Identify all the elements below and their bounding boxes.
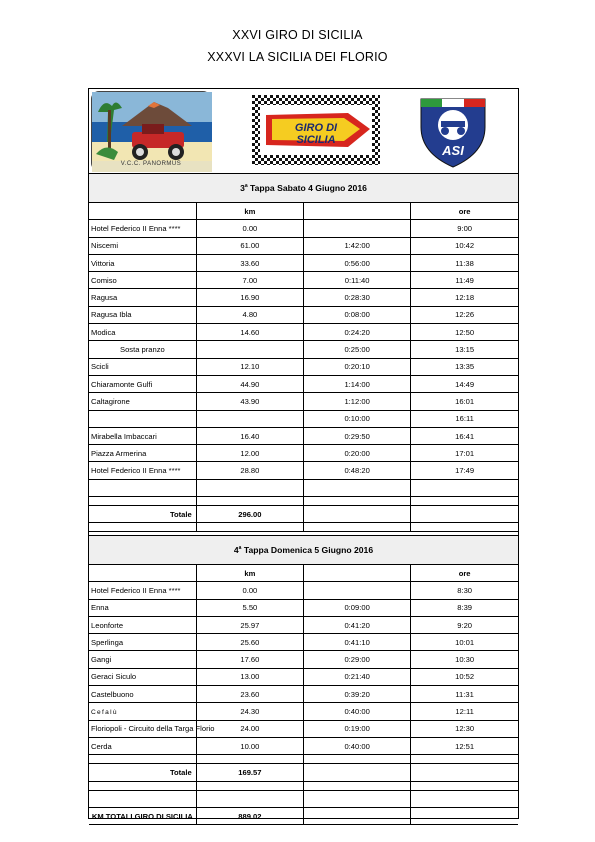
km-cell: 24.30 bbox=[196, 703, 303, 720]
time-cell: 0:09:00 bbox=[304, 599, 411, 616]
place-cell: Niscemi bbox=[89, 237, 196, 254]
table-row bbox=[89, 651, 518, 668]
table-row bbox=[89, 668, 518, 685]
stage-3-total-km: 296.00 bbox=[196, 506, 303, 523]
km-cell: 33.60 bbox=[196, 254, 303, 271]
km-cell: 44.90 bbox=[196, 375, 303, 392]
ore-cell: 17:01 bbox=[411, 445, 518, 462]
km-cell: 5.50 bbox=[196, 599, 303, 616]
km-cell: 24.00 bbox=[196, 720, 303, 737]
stage-3-column-headers bbox=[89, 203, 518, 220]
time-cell: 1:14:00 bbox=[304, 375, 411, 392]
time-cell: 0:08:00 bbox=[304, 306, 411, 323]
table-row bbox=[89, 393, 518, 410]
table-row bbox=[89, 445, 518, 462]
table-row bbox=[89, 306, 518, 323]
time-cell: 0:40:00 bbox=[304, 737, 411, 754]
km-cell: 10.00 bbox=[196, 737, 303, 754]
time-cell: 0:20:00 bbox=[304, 445, 411, 462]
ore-cell: 8:30 bbox=[411, 582, 518, 599]
place-text: Cefalù bbox=[91, 709, 118, 717]
table-row bbox=[89, 272, 518, 289]
stage-4-title: 4$^a$ Tappa Domenica 5 Giugno 2016 bbox=[89, 536, 518, 565]
ore-cell: 12:18 bbox=[411, 289, 518, 306]
place-cell: Enna bbox=[89, 599, 196, 616]
stage-4-rows bbox=[89, 582, 518, 755]
place-cell: Geraci Siculo bbox=[89, 668, 196, 685]
ore-cell: 12:26 bbox=[411, 306, 518, 323]
table-row bbox=[89, 410, 518, 427]
place-cell: Hotel Federico II Enna **** bbox=[89, 462, 196, 479]
ore-header: ore bbox=[411, 565, 518, 582]
asi-text: ASI bbox=[442, 143, 464, 158]
stage-3-table bbox=[89, 173, 518, 532]
ore-cell: 12:11 bbox=[411, 703, 518, 720]
table-row bbox=[89, 686, 518, 703]
table-row bbox=[89, 358, 518, 375]
km-cell: 23.60 bbox=[196, 686, 303, 703]
place-cell: Chiaramonte Gulfi bbox=[89, 375, 196, 392]
ore-cell: 11:38 bbox=[411, 254, 518, 271]
stage-3-empty-row bbox=[89, 497, 518, 506]
stage-3-header bbox=[89, 174, 518, 203]
stage-4-table bbox=[89, 535, 518, 825]
km-header: km bbox=[196, 565, 303, 582]
place-cell: Floriopoli - Circuito della Targa Florio bbox=[89, 720, 196, 737]
table-row bbox=[89, 220, 518, 237]
time-cell: 0:39:20 bbox=[304, 686, 411, 703]
km-cell: 43.90 bbox=[196, 393, 303, 410]
ore-cell: 12:50 bbox=[411, 324, 518, 341]
ore-cell: 10:01 bbox=[411, 634, 518, 651]
place-cell: Ragusa Ibla bbox=[89, 306, 196, 323]
ore-header: ore bbox=[411, 203, 518, 220]
time-cell: 0:20:10 bbox=[304, 358, 411, 375]
time-cell: 0:21:40 bbox=[304, 668, 411, 685]
giro-label: GIRO DI SICILIA bbox=[294, 122, 338, 146]
time-cell: 0:24:20 bbox=[304, 324, 411, 341]
ore-cell: 9:20 bbox=[411, 616, 518, 633]
table-row bbox=[89, 289, 518, 306]
stage-4-empty-row bbox=[89, 781, 518, 790]
place-cell: Leonforte bbox=[89, 616, 196, 633]
stage-4-total-row bbox=[89, 764, 518, 781]
time-cell bbox=[304, 582, 411, 599]
km-cell: 4.80 bbox=[196, 306, 303, 323]
place-cell: Cerda bbox=[89, 737, 196, 754]
ore-cell: 13:15 bbox=[411, 341, 518, 358]
ore-cell: 9:00 bbox=[411, 220, 518, 237]
km-cell: 0.00 bbox=[196, 582, 303, 599]
time-cell: 0:19:00 bbox=[304, 720, 411, 737]
table-row bbox=[89, 462, 518, 479]
km-cell: 16.90 bbox=[196, 289, 303, 306]
place-cell: Vittoria bbox=[89, 254, 196, 271]
time-cell: 0:29:00 bbox=[304, 651, 411, 668]
time-cell: 1:42:00 bbox=[304, 237, 411, 254]
km-header: km bbox=[196, 203, 303, 220]
km-cell: 25.97 bbox=[196, 616, 303, 633]
ore-cell: 16:41 bbox=[411, 427, 518, 444]
stage-4-empty-row bbox=[89, 790, 518, 807]
km-cell bbox=[196, 410, 303, 427]
stage-3-title: 3$^a$ Tappa Sabato 4 Giugno 2016 bbox=[89, 174, 518, 203]
ore-cell: 16:11 bbox=[411, 410, 518, 427]
time-cell: 0:28:30 bbox=[304, 289, 411, 306]
stage-4-total-label: Totale bbox=[89, 764, 196, 781]
table-row bbox=[89, 427, 518, 444]
place-cell: Comiso bbox=[89, 272, 196, 289]
ore-cell: 10:42 bbox=[411, 237, 518, 254]
time-cell: 0:11:40 bbox=[304, 272, 411, 289]
table-row bbox=[89, 599, 518, 616]
place-cell: Mirabella Imbaccari bbox=[89, 427, 196, 444]
stage-4-column-headers bbox=[89, 565, 518, 582]
vcc-caption: V.C.C. PANORMUS bbox=[120, 161, 182, 167]
km-cell: 61.00 bbox=[196, 237, 303, 254]
km-cell: 13.00 bbox=[196, 668, 303, 685]
table-row bbox=[89, 582, 518, 599]
ore-cell: 12:30 bbox=[411, 720, 518, 737]
vcc-panormus-logo bbox=[91, 91, 211, 171]
km-cell: 28.80 bbox=[196, 462, 303, 479]
km-cell: 16.40 bbox=[196, 427, 303, 444]
place-cell: Gangi bbox=[89, 651, 196, 668]
stage-3-rows bbox=[89, 220, 518, 479]
time-cell: 0:48:20 bbox=[304, 462, 411, 479]
place-cell: Ragusa bbox=[89, 289, 196, 306]
time-cell: 0:25:00 bbox=[304, 341, 411, 358]
asi-shield-icon bbox=[415, 93, 491, 169]
ore-cell: 13:35 bbox=[411, 358, 518, 375]
place-cell: Scicli bbox=[89, 358, 196, 375]
place-cell: Castelbuono bbox=[89, 686, 196, 703]
time-cell: 0:10:00 bbox=[304, 410, 411, 427]
table-row bbox=[89, 616, 518, 633]
place-cell: Piazza Armerina bbox=[89, 445, 196, 462]
km-cell: 14.60 bbox=[196, 324, 303, 341]
place-cell: Hotel Federico II Enna **** bbox=[89, 582, 196, 599]
stage-3-total-row bbox=[89, 506, 518, 523]
stage-3-total-label: Totale bbox=[89, 506, 196, 523]
time-cell: 0:41:20 bbox=[304, 616, 411, 633]
ore-cell: 16:01 bbox=[411, 393, 518, 410]
table-row bbox=[89, 703, 518, 720]
table-row bbox=[89, 737, 518, 754]
time-cell: 0:56:00 bbox=[304, 254, 411, 271]
place-cell: Sperlinga bbox=[89, 634, 196, 651]
place-cell: Modica bbox=[89, 324, 196, 341]
table-row bbox=[89, 720, 518, 737]
km-cell: 12.00 bbox=[196, 445, 303, 462]
ore-cell: 10:30 bbox=[411, 651, 518, 668]
table-row bbox=[89, 634, 518, 651]
ore-cell: 14:49 bbox=[411, 375, 518, 392]
grand-total-row bbox=[89, 807, 518, 824]
ore-cell: 10:52 bbox=[411, 668, 518, 685]
time-cell: 1:12:00 bbox=[304, 393, 411, 410]
stage-4-header bbox=[89, 536, 518, 565]
grand-total-label: KM TOTALI GIRO DI SICILIA bbox=[89, 807, 196, 824]
table-row bbox=[89, 254, 518, 271]
table-row bbox=[89, 375, 518, 392]
stage-3-empty-row bbox=[89, 523, 518, 532]
ore-cell: 12:51 bbox=[411, 737, 518, 754]
place-cell: Hotel Federico II Enna **** bbox=[89, 220, 196, 237]
km-cell: 25.60 bbox=[196, 634, 303, 651]
km-cell: 0.00 bbox=[196, 220, 303, 237]
document-title: XXVI GIRO DI SICILIA bbox=[232, 28, 363, 42]
place-cell: Caltagirone bbox=[89, 393, 196, 410]
time-cell bbox=[304, 220, 411, 237]
time-cell: 0:40:00 bbox=[304, 703, 411, 720]
vcc-landscape-car-icon bbox=[92, 92, 212, 172]
giro-di-sicilia-logo bbox=[252, 95, 380, 165]
km-cell: 7.00 bbox=[196, 272, 303, 289]
place-cell: Sosta pranzo bbox=[89, 341, 196, 358]
ore-cell: 11:31 bbox=[411, 686, 518, 703]
place-cell bbox=[89, 410, 196, 427]
time-cell: 0:29:50 bbox=[304, 427, 411, 444]
km-cell: 17.60 bbox=[196, 651, 303, 668]
schedule-frame bbox=[88, 88, 519, 819]
grand-total-km: 889.02 bbox=[196, 807, 303, 824]
stage-3-empty-row bbox=[89, 479, 518, 496]
stage-4-total-km: 169.57 bbox=[196, 764, 303, 781]
stage-4-empty-row bbox=[89, 755, 518, 764]
km-cell: 12.10 bbox=[196, 358, 303, 375]
table-row bbox=[89, 341, 518, 358]
logo-strip bbox=[89, 89, 518, 173]
table-row bbox=[89, 324, 518, 341]
table-row bbox=[89, 237, 518, 254]
asi-logo bbox=[415, 93, 491, 169]
ore-cell: 8:39 bbox=[411, 599, 518, 616]
place-cell bbox=[89, 703, 196, 720]
time-cell: 0:41:10 bbox=[304, 634, 411, 651]
document-subtitle: XXXVI LA SICILIA DEI FLORIO bbox=[207, 50, 388, 64]
km-cell bbox=[196, 341, 303, 358]
ore-cell: 17:49 bbox=[411, 462, 518, 479]
ore-cell: 11:49 bbox=[411, 272, 518, 289]
